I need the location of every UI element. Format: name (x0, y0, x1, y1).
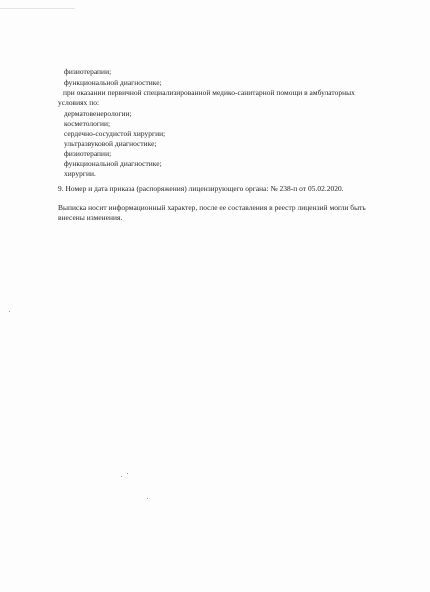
scan-speck (121, 476, 122, 477)
outpatient-intro-continuation: условиях по: (58, 98, 100, 107)
list-item: сердечно-сосудистой хирургии; (64, 129, 166, 138)
scan-edge-line (0, 8, 75, 9)
list-item: физиотерапии; (64, 149, 112, 158)
disclaimer-line: Выписка носит информационный характер, после ее составления в реестр лицензий могли быть (58, 203, 366, 212)
order-info-line: 9. Номер и дата приказа (распоряжения) лицензирующего органа: № 238-п от 05.02.2020. (58, 184, 344, 193)
disclaimer-line: внесены изменения. (58, 213, 123, 222)
outpatient-intro: при оказании первичной специализированной медико-санитарной помощи в амбулаторных (63, 88, 355, 97)
scan-speck (147, 498, 148, 499)
list-item: физиотерапии; (64, 67, 112, 76)
list-item: ультразвуковой диагностике; (64, 139, 157, 148)
list-item: дерматовенерологии; (64, 109, 132, 118)
list-item: хирургии. (64, 169, 96, 178)
list-item: косметологии; (64, 119, 111, 128)
scan-speck (9, 311, 10, 312)
scan-speck (127, 473, 128, 474)
list-item: функциональной диагностике; (64, 78, 162, 87)
list-item: функциональной диагностике; (64, 159, 162, 168)
